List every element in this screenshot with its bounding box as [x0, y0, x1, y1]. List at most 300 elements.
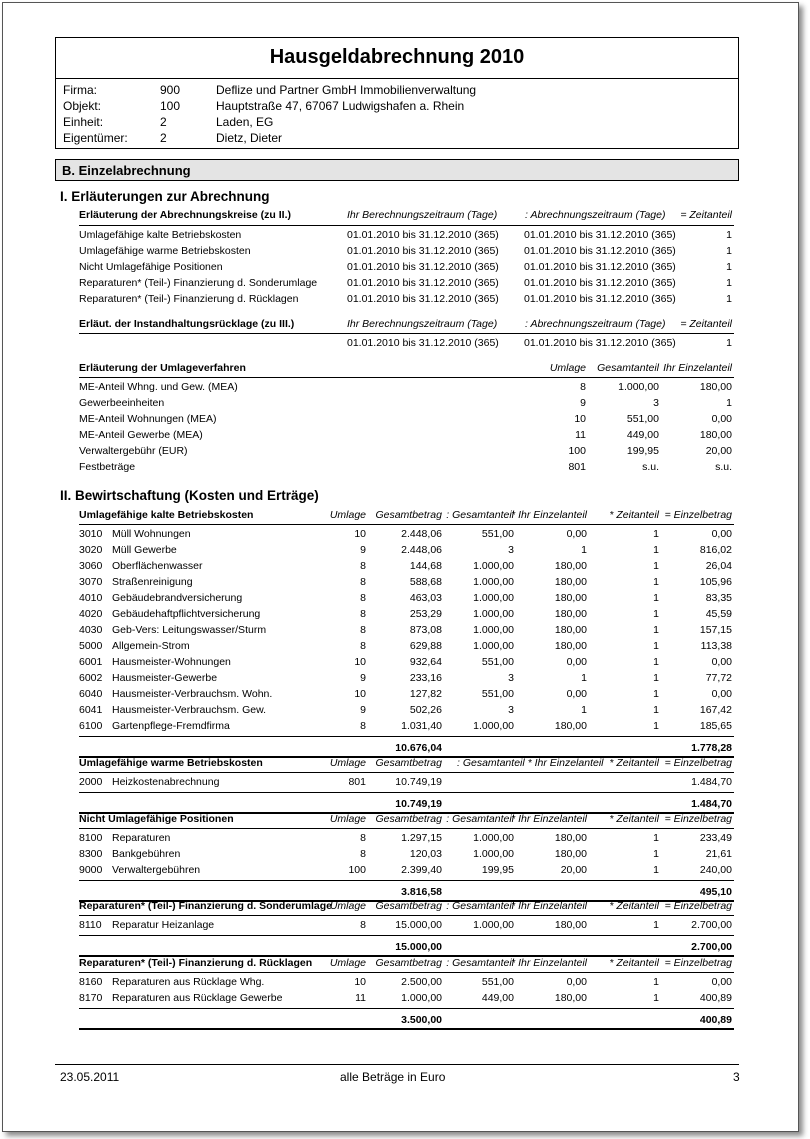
table-cell: 0,00 — [711, 656, 732, 668]
table-cell: 8 — [360, 848, 366, 860]
info-value: Deflize und Partner GmbH Immobilienverwaltung — [216, 83, 477, 97]
table-cell: 144,68 — [409, 560, 442, 572]
group-title: Umlagefähige kalte Betriebskosten — [79, 509, 254, 521]
table-cell: 10 — [354, 976, 366, 988]
table-cell: Festbeträge — [79, 461, 136, 473]
table-cell: 180,00 — [554, 919, 587, 931]
group-total: 15.000,00 — [395, 941, 442, 953]
table-cell: 1 — [653, 992, 659, 1004]
table-cell: 1.000,00 — [618, 381, 659, 393]
table-row — [79, 655, 734, 669]
table-cell: 3 — [653, 397, 659, 409]
account-name: Geb-Vers: Leitungswasser/Sturm — [112, 624, 267, 636]
table-cell: 400,89 — [699, 992, 732, 1004]
table-row — [79, 292, 734, 306]
group-header-row — [79, 899, 734, 913]
group-total: 10.676,04 — [395, 742, 442, 754]
info-label: Firma: — [63, 83, 97, 97]
rule-above-total — [79, 736, 734, 737]
table-cell: Umlagefähige kalte Betriebskosten — [79, 229, 242, 241]
footer-divider — [55, 1064, 739, 1065]
footer-note: alle Beträge in Euro — [340, 1070, 446, 1084]
table-cell: 1 — [653, 704, 659, 716]
column-header: : Abrechnungszeitraum (Tage) — [525, 209, 666, 221]
table-cell: 0,00 — [711, 976, 732, 988]
account-number: 3070 — [79, 576, 103, 588]
table-cell: 01.01.2010 bis 31.12.2010 (365) — [347, 245, 499, 257]
account-number: 8160 — [79, 976, 103, 988]
column-header: Ihr Berechnungszeitraum (Tage) — [347, 209, 498, 221]
account-number: 6001 — [79, 656, 103, 668]
account-number: 8300 — [79, 848, 103, 860]
table-row — [79, 719, 734, 733]
table-cell: 180,00 — [554, 576, 587, 588]
table-row — [79, 428, 734, 442]
account-number: 8110 — [79, 919, 102, 931]
column-header: Umlage — [329, 957, 366, 969]
table-cell: 1 — [653, 976, 659, 988]
account-name: Reparatur Heizanlage — [112, 919, 215, 931]
column-header: = Einzelbetrag — [664, 813, 732, 825]
table-cell: 199,95 — [481, 864, 514, 876]
table-cell: 1.000,00 — [473, 640, 514, 652]
column-header: : Gesamtanteil * Ihr Einzelanteil — [457, 757, 604, 769]
table-cell: 180,00 — [554, 832, 587, 844]
table-cell: 1.000,00 — [473, 624, 514, 636]
table-cell: 1.000,00 — [473, 720, 514, 732]
table-row — [79, 543, 734, 557]
table-cell: 551,00 — [481, 656, 514, 668]
table-row — [79, 831, 734, 845]
column-header: Gesamtbetrag — [375, 900, 442, 912]
info-label: Einheit: — [63, 115, 104, 129]
table-row — [79, 396, 734, 410]
table-cell: 180,00 — [554, 592, 587, 604]
account-number: 2000 — [79, 776, 103, 788]
table-cell: 1 — [653, 560, 659, 572]
group-total-einzel: 1.484,70 — [691, 798, 732, 810]
account-number: 4020 — [79, 608, 103, 620]
column-header: Gesamtbetrag — [375, 813, 442, 825]
section-b-bar — [55, 159, 739, 181]
table-cell: 100 — [348, 864, 366, 876]
column-header: : Abrechnungszeitraum (Tage) — [525, 318, 666, 330]
account-number: 3020 — [79, 544, 103, 556]
column-header: = Einzelbetrag — [664, 757, 732, 769]
column-header: * Zeitanteil — [609, 900, 659, 912]
table-cell: 167,42 — [699, 704, 732, 716]
table-cell: 2.448,06 — [401, 528, 442, 540]
table-cell: 0,00 — [566, 656, 587, 668]
document-title: Hausgeldabrechnung 2010 — [269, 46, 525, 68]
table-cell: Umlagefähige warme Betriebskosten — [79, 245, 251, 257]
table-header-row — [79, 361, 734, 375]
table-cell: 180,00 — [699, 429, 732, 441]
group-total-einzel: 2.700,00 — [691, 941, 732, 953]
table-cell: 1 — [653, 688, 659, 700]
table-cell: 1.000,00 — [473, 576, 514, 588]
table-cell: 1 — [726, 245, 732, 257]
table-cell: 1 — [653, 832, 659, 844]
header-rule — [79, 524, 734, 525]
table-cell: 15.000,00 — [395, 919, 442, 931]
table-cell: 8 — [360, 832, 366, 844]
table-cell: 0,00 — [711, 688, 732, 700]
table-cell: 8 — [360, 576, 366, 588]
table-cell: 551,00 — [481, 688, 514, 700]
section-i-title: I. Erläuterungen zur Abrechnung — [60, 189, 270, 204]
account-number: 8170 — [79, 992, 103, 1004]
column-header: Gesamtbetrag — [375, 509, 442, 521]
table-cell: 113,38 — [700, 640, 732, 652]
header-rule — [79, 333, 734, 334]
account-number: 6100 — [79, 720, 103, 732]
column-header: * Ihr Einzelanteil — [511, 509, 587, 521]
column-header: : Gesamtanteil — [446, 957, 514, 969]
group-total: 3.816,58 — [401, 886, 442, 898]
table-cell: 3 — [508, 672, 514, 684]
table-cell: 11 — [575, 429, 586, 441]
column-header: Ihr Berechnungszeitraum (Tage) — [347, 318, 498, 330]
column-header: Umlage — [329, 813, 366, 825]
table-row — [79, 527, 734, 541]
table-row — [79, 244, 734, 258]
table-row — [79, 607, 734, 621]
account-name: Reparaturen — [112, 832, 171, 844]
table-cell: ME-Anteil Gewerbe (MEA) — [79, 429, 203, 441]
table-cell: 01.01.2010 bis 31.12.2010 (365) — [347, 277, 499, 289]
table-cell: 1.000,00 — [473, 848, 514, 860]
table-cell: 01.01.2010 bis 31.12.2010 (365) — [524, 277, 676, 289]
column-header: * Ihr Einzelanteil — [511, 813, 587, 825]
info-number: 2 — [160, 115, 167, 129]
group-total-einzel: 495,10 — [699, 886, 732, 898]
table-cell: 873,08 — [409, 624, 442, 636]
group-header-row — [79, 508, 734, 522]
table-cell: 1 — [581, 704, 587, 716]
table-cell: 1 — [726, 261, 732, 273]
info-number: 900 — [160, 83, 181, 97]
table-cell: 1 — [653, 576, 659, 588]
table-cell: 1 — [581, 544, 587, 556]
column-header: = Einzelbetrag — [664, 900, 732, 912]
table-cell: 9 — [360, 704, 366, 716]
table-cell: ME-Anteil Whng. und Gew. (MEA) — [79, 381, 238, 393]
table-cell: 8 — [360, 919, 366, 931]
account-name: Hausmeister-Verbrauchsm. Gew. — [112, 704, 267, 716]
table-row — [79, 623, 734, 637]
table-cell: 10 — [354, 688, 366, 700]
column-header: = Zeitanteil — [680, 318, 732, 330]
info-number: 100 — [160, 99, 181, 113]
info-value: Hauptstraße 47, 67067 Ludwigshafen a. Rhein — [216, 99, 465, 113]
column-header: = Einzelbetrag — [664, 509, 732, 521]
group-total-row — [79, 940, 734, 954]
table-cell: 1 — [653, 640, 659, 652]
column-header: Ihr Einzelanteil — [663, 362, 732, 374]
column-header: Umlage — [329, 757, 366, 769]
table-cell: 120,03 — [409, 848, 442, 860]
group-header-row — [79, 956, 734, 970]
table-cell: 100 — [568, 445, 586, 457]
column-header: = Zeitanteil — [680, 209, 732, 221]
table-row — [79, 559, 734, 573]
table-cell: 1 — [653, 544, 659, 556]
table-cell: 1 — [653, 864, 659, 876]
table-cell: 8 — [360, 624, 366, 636]
header-rule — [79, 915, 734, 916]
account-name: Hausmeister-Gewerbe — [112, 672, 218, 684]
group-header-row — [79, 756, 734, 770]
column-header: Erläuterung der Abrechnungskreise (zu II.) — [79, 209, 291, 221]
table-cell: 2.500,00 — [401, 976, 442, 988]
table-cell: ME-Anteil Wohnungen (MEA) — [79, 413, 217, 425]
table-cell: 8 — [360, 592, 366, 604]
table-cell: 2.399,40 — [401, 864, 442, 876]
table-cell: 1 — [653, 592, 659, 604]
total-rule — [79, 1028, 734, 1030]
account-name: Gebäudebrandversicherung — [112, 592, 243, 604]
table-cell: Nicht Umlagefähige Positionen — [79, 261, 223, 273]
table-cell: 0,00 — [566, 688, 587, 700]
table-cell: 932,64 — [409, 656, 442, 668]
info-label: Eigentümer: — [63, 131, 128, 145]
table-cell: 11 — [355, 992, 366, 1004]
table-cell: 502,26 — [409, 704, 442, 716]
table-cell: 1 — [581, 672, 587, 684]
account-number: 9000 — [79, 864, 103, 876]
group-total-einzel: 1.778,28 — [691, 742, 732, 754]
table-cell: 10 — [354, 656, 366, 668]
table-cell: 2.448,06 — [401, 544, 442, 556]
rule-above-total — [79, 880, 734, 881]
table-cell: 1.484,70 — [691, 776, 732, 788]
table-cell: 157,15 — [699, 624, 732, 636]
table-cell: 01.01.2010 bis 31.12.2010 (365) — [524, 261, 676, 273]
table-cell: 45,59 — [705, 608, 732, 620]
table-cell: 180,00 — [554, 640, 587, 652]
section-b-title: B. Einzelabrechnung — [62, 163, 191, 178]
table-header-row — [79, 208, 734, 222]
table-cell: 185,65 — [699, 720, 732, 732]
table-cell: 1 — [653, 919, 659, 931]
table-cell: 1 — [726, 337, 732, 349]
table-cell: s.u. — [715, 461, 732, 473]
account-name: Heizkostenabrechnung — [112, 776, 220, 788]
table-cell: Reparaturen* (Teil-) Finanzierung d. Rücklagen — [79, 293, 299, 305]
table-cell: 180,00 — [554, 848, 587, 860]
table-cell: Verwaltergebühr (EUR) — [79, 445, 188, 457]
account-name: Gartenpflege-Fremdfirma — [112, 720, 230, 732]
table-cell: 9 — [360, 672, 366, 684]
column-header: Erläut. der Instandhaltungsrücklage (zu III.) — [79, 318, 295, 330]
table-cell: 1.000,00 — [473, 919, 514, 931]
account-number: 6040 — [79, 688, 103, 700]
table-cell: 0,00 — [711, 528, 732, 540]
table-cell: 551,00 — [481, 976, 514, 988]
group-title: Reparaturen* (Teil-) Finanzierung d. Rücklagen — [79, 957, 313, 969]
table-cell: 449,00 — [481, 992, 514, 1004]
section-ii-title: II. Bewirtschaftung (Kosten und Erträge) — [60, 488, 319, 503]
table-cell: 9 — [360, 544, 366, 556]
table-cell: 10 — [574, 413, 586, 425]
header-rule — [79, 377, 734, 378]
account-name: Reparaturen aus Rücklage Whg. — [112, 976, 265, 988]
table-cell: 01.01.2010 bis 31.12.2010 (365) — [347, 337, 499, 349]
table-row — [79, 703, 734, 717]
table-row — [79, 336, 734, 350]
column-header: * Zeitanteil — [609, 957, 659, 969]
account-number: 6041 — [79, 704, 103, 716]
column-header: * Ihr Einzelanteil — [511, 957, 587, 969]
info-value: Dietz, Dieter — [216, 131, 283, 145]
table-cell: 21,61 — [705, 848, 732, 860]
table-cell: 1.297,15 — [401, 832, 442, 844]
table-cell: 1.000,00 — [473, 592, 514, 604]
account-name: Oberflächenwasser — [112, 560, 203, 572]
table-row — [79, 276, 734, 290]
table-cell: 1 — [726, 277, 732, 289]
table-cell: 83,35 — [705, 592, 732, 604]
table-cell: 1 — [726, 397, 732, 409]
table-cell: 588,68 — [409, 576, 442, 588]
table-cell: 20,00 — [705, 445, 732, 457]
account-number: 3060 — [79, 560, 103, 572]
footer-page-number: 3 — [733, 1070, 740, 1084]
table-cell: 1.000,00 — [473, 832, 514, 844]
account-name: Reparaturen aus Rücklage Gewerbe — [112, 992, 283, 1004]
table-row — [79, 775, 734, 789]
table-row — [79, 591, 734, 605]
table-row — [79, 639, 734, 653]
table-cell: 10 — [354, 528, 366, 540]
account-name: Gebäudehaftpflichtversicherung — [112, 608, 261, 620]
group-total-row — [79, 741, 734, 755]
table-cell: 01.01.2010 bis 31.12.2010 (365) — [347, 261, 499, 273]
column-header: = Einzelbetrag — [664, 957, 732, 969]
account-name: Verwaltergebühren — [112, 864, 201, 876]
column-header: Gesamtbetrag — [375, 957, 442, 969]
group-title: Umlagefähige warme Betriebskosten — [79, 757, 263, 769]
table-cell: 180,00 — [554, 720, 587, 732]
table-cell: 1 — [726, 229, 732, 241]
table-cell: 8 — [580, 381, 586, 393]
footer-date: 23.05.2011 — [60, 1070, 120, 1084]
group-total-einzel: 400,89 — [699, 1014, 732, 1026]
column-header: * Zeitanteil — [609, 813, 659, 825]
account-name: Allgemein-Strom — [112, 640, 190, 652]
account-name: Müll Wohnungen — [112, 528, 191, 540]
group-title: Reparaturen* (Teil-) Finanzierung d. Sonderumlage — [79, 900, 332, 912]
group-total: 3.500,00 — [401, 1014, 442, 1026]
column-header: : Gesamtanteil — [446, 900, 514, 912]
table-cell: s.u. — [642, 461, 659, 473]
table-row — [79, 380, 734, 394]
table-cell: 551,00 — [481, 528, 514, 540]
info-value: Laden, EG — [216, 115, 274, 129]
table-cell: 1.000,00 — [473, 560, 514, 572]
table-cell: 105,96 — [699, 576, 732, 588]
group-header-row — [79, 812, 734, 826]
table-cell: 01.01.2010 bis 31.12.2010 (365) — [524, 245, 676, 257]
table-row — [79, 460, 734, 474]
table-row — [79, 228, 734, 242]
table-row — [79, 412, 734, 426]
table-cell: 0,00 — [566, 976, 587, 988]
table-cell: 240,00 — [699, 864, 732, 876]
table-cell: 801 — [568, 461, 586, 473]
table-cell: 9 — [580, 397, 586, 409]
column-header: Gesamtanteil — [597, 362, 659, 374]
account-name: Hausmeister-Wohnungen — [112, 656, 231, 668]
table-row — [79, 671, 734, 685]
table-cell: 8 — [360, 720, 366, 732]
table-cell: 180,00 — [554, 992, 587, 1004]
account-number: 8100 — [79, 832, 103, 844]
table-cell: 1.031,40 — [401, 720, 442, 732]
table-cell: 551,00 — [626, 413, 659, 425]
table-row — [79, 863, 734, 877]
column-header: Umlage — [329, 900, 366, 912]
column-header: * Ihr Einzelanteil — [511, 900, 587, 912]
table-cell: 20,00 — [560, 864, 587, 876]
column-header: : Gesamtanteil — [446, 509, 514, 521]
account-name: Müll Gewerbe — [112, 544, 177, 556]
table-row — [79, 847, 734, 861]
group-total-row — [79, 797, 734, 811]
account-number: 4030 — [79, 624, 103, 636]
table-cell: 253,29 — [409, 608, 442, 620]
column-header: Gesamtbetrag — [375, 757, 442, 769]
rule-above-total — [79, 935, 734, 936]
table-cell: 8 — [360, 608, 366, 620]
rule-above-total — [79, 1008, 734, 1009]
table-cell: 01.01.2010 bis 31.12.2010 (365) — [524, 293, 676, 305]
account-number: 6002 — [79, 672, 103, 684]
column-header: Umlage — [549, 362, 586, 374]
table-cell: 816,02 — [699, 544, 732, 556]
title-divider — [56, 78, 738, 79]
table-cell: 233,49 — [699, 832, 732, 844]
table-cell: 180,00 — [554, 624, 587, 636]
table-row — [79, 991, 734, 1005]
info-number: 2 — [160, 131, 167, 145]
account-name: Straßenreinigung — [112, 576, 193, 588]
table-cell: 233,16 — [409, 672, 442, 684]
table-row — [79, 575, 734, 589]
column-header: : Gesamtanteil — [446, 813, 514, 825]
table-cell: 629,88 — [409, 640, 442, 652]
table-row — [79, 444, 734, 458]
table-cell: 3 — [508, 544, 514, 556]
table-cell: 127,82 — [409, 688, 442, 700]
header-rule — [79, 772, 734, 773]
table-cell: 01.01.2010 bis 31.12.2010 (365) — [524, 337, 676, 349]
table-cell: 1 — [653, 608, 659, 620]
account-name: Hausmeister-Verbrauchsm. Wohn. — [112, 688, 273, 700]
table-cell: 180,00 — [554, 560, 587, 572]
table-cell: 1.000,00 — [473, 608, 514, 620]
table-cell: 199,95 — [626, 445, 659, 457]
table-row — [79, 918, 734, 932]
table-cell: 463,03 — [409, 592, 442, 604]
table-cell: 180,00 — [554, 608, 587, 620]
table-cell: 01.01.2010 bis 31.12.2010 (365) — [347, 229, 499, 241]
table-header-row — [79, 317, 734, 331]
table-row — [79, 260, 734, 274]
group-total-row — [79, 1013, 734, 1027]
table-cell: 1 — [653, 848, 659, 860]
